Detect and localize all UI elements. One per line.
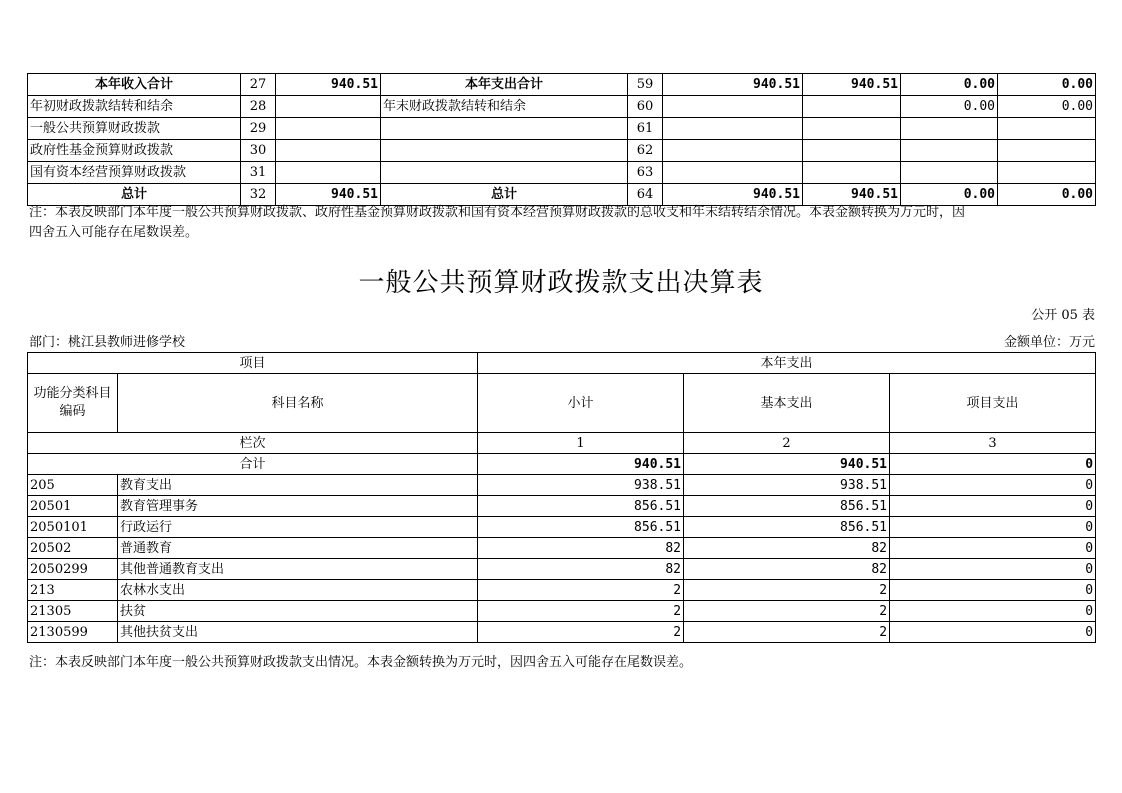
table-row (28, 496, 1096, 517)
fiscal-summary-table (27, 73, 1096, 206)
state-capital-amount: 0.00 (998, 74, 1096, 96)
expense-label (381, 118, 628, 140)
subject-code: 21305 (28, 601, 118, 622)
expense-total (663, 96, 803, 118)
subject-name: 普通教育 (118, 538, 478, 559)
total-row (28, 454, 1096, 475)
expense-line-no: 61 (628, 118, 663, 140)
column-no-3: 3 (890, 433, 1096, 454)
general-budget-amount: 940.51 (803, 74, 901, 96)
header-item: 项目 (28, 353, 478, 374)
expense-total: 940.51 (663, 184, 803, 206)
gov-fund-amount (901, 162, 998, 184)
gov-fund-amount: 0.00 (901, 184, 998, 206)
expenditure-table-body (28, 353, 1096, 643)
income-amount (276, 118, 381, 140)
state-capital-amount (998, 162, 1096, 184)
header-subtotal: 小计 (478, 374, 684, 433)
income-amount (276, 162, 381, 184)
department-label: 部门：桃江县教师进修学校 (29, 335, 186, 350)
income-label: 政府性基金预算财政拨款 (28, 140, 241, 162)
summary-row (28, 140, 1096, 162)
page-title: 一般公共预算财政拨款支出决算表 (358, 268, 764, 298)
subject-name: 扶贫 (118, 601, 478, 622)
expense-label: 本年支出合计 (381, 74, 628, 96)
summary-row (28, 118, 1096, 140)
project-amount: 0 (890, 601, 1096, 622)
project-amount: 0 (890, 517, 1096, 538)
total-label: 合计 (28, 454, 478, 475)
subtotal-amount: 2 (478, 622, 684, 643)
gov-fund-amount: 0.00 (901, 96, 998, 118)
table-row (28, 559, 1096, 580)
general-budget-amount (803, 140, 901, 162)
subject-code: 20501 (28, 496, 118, 517)
expense-total (663, 140, 803, 162)
expense-line-no: 59 (628, 74, 663, 96)
table-row (28, 475, 1096, 496)
income-line-no: 29 (241, 118, 276, 140)
income-label: 年初财政拨款结转和结余 (28, 96, 241, 118)
basic-amount: 856.51 (684, 496, 890, 517)
state-capital-amount (998, 140, 1096, 162)
general-budget-amount (803, 162, 901, 184)
unit-label: 金额单位：万元 (1003, 335, 1095, 350)
expense-label (381, 140, 628, 162)
subject-name: 教育支出 (118, 475, 478, 496)
income-line-no: 27 (241, 74, 276, 96)
project-amount: 0 (890, 580, 1096, 601)
table-row (28, 622, 1096, 643)
subject-name: 教育管理事务 (118, 496, 478, 517)
basic-amount: 938.51 (684, 475, 890, 496)
expense-label (381, 162, 628, 184)
general-budget-amount: 940.51 (803, 184, 901, 206)
income-line-no: 32 (241, 184, 276, 206)
income-label: 总计 (28, 184, 241, 206)
total-basic: 940.51 (684, 454, 890, 475)
table-row (28, 538, 1096, 559)
column-no-label: 栏次 (28, 433, 478, 454)
header-project: 项目支出 (890, 374, 1096, 433)
expense-label: 总计 (381, 184, 628, 206)
subtotal-amount: 82 (478, 538, 684, 559)
header-row-2 (28, 374, 1096, 433)
basic-amount: 2 (684, 601, 890, 622)
gov-fund-amount (901, 140, 998, 162)
total-subtotal: 940.51 (478, 454, 684, 475)
table-row (28, 601, 1096, 622)
expense-line-no: 63 (628, 162, 663, 184)
project-amount: 0 (890, 475, 1096, 496)
project-amount: 0 (890, 559, 1096, 580)
table-row (28, 580, 1096, 601)
income-line-no: 28 (241, 96, 276, 118)
expenditure-table (27, 352, 1096, 643)
subject-code: 2130599 (28, 622, 118, 643)
summary-row (28, 162, 1096, 184)
summary-note-line2: 四舍五入可能存在尾数误差。 (29, 225, 199, 240)
basic-amount: 2 (684, 580, 890, 601)
expense-line-no: 64 (628, 184, 663, 206)
project-amount: 0 (890, 622, 1096, 643)
subtotal-amount: 938.51 (478, 475, 684, 496)
basic-amount: 856.51 (684, 517, 890, 538)
summary-row (28, 74, 1096, 96)
subject-name: 行政运行 (118, 517, 478, 538)
total-project: 0 (890, 454, 1096, 475)
state-capital-amount: 0.00 (998, 184, 1096, 206)
expense-label: 年末财政拨款结转和结余 (381, 96, 628, 118)
expense-total: 940.51 (663, 74, 803, 96)
basic-amount: 2 (684, 622, 890, 643)
header-row-1 (28, 353, 1096, 374)
subtotal-amount: 2 (478, 580, 684, 601)
gov-fund-amount: 0.00 (901, 74, 998, 96)
state-capital-amount (998, 118, 1096, 140)
subject-code: 213 (28, 580, 118, 601)
project-amount: 0 (890, 538, 1096, 559)
expense-line-no: 60 (628, 96, 663, 118)
fiscal-summary-body (28, 74, 1096, 206)
column-number-row (28, 433, 1096, 454)
subject-code: 20502 (28, 538, 118, 559)
general-budget-amount (803, 118, 901, 140)
header-current-year: 本年支出 (478, 353, 1096, 374)
header-name: 科目名称 (118, 374, 478, 433)
column-no-1: 1 (478, 433, 684, 454)
income-label: 本年收入合计 (28, 74, 241, 96)
subject-name: 其他扶贫支出 (118, 622, 478, 643)
table-row (28, 517, 1096, 538)
expense-line-no: 62 (628, 140, 663, 162)
header-code: 功能分类科目编码 (28, 374, 118, 433)
basic-amount: 82 (684, 559, 890, 580)
income-amount: 940.51 (276, 184, 381, 206)
subject-code: 2050101 (28, 517, 118, 538)
income-line-no: 31 (241, 162, 276, 184)
subject-name: 其他普通教育支出 (118, 559, 478, 580)
expenditure-note: 注：本表反映部门本年度一般公共预算财政拨款支出情况。本表金额转换为万元时，因四舍五入可能存在尾数误差。 (29, 655, 693, 670)
subtotal-amount: 82 (478, 559, 684, 580)
summary-row (28, 96, 1096, 118)
header-basic: 基本支出 (684, 374, 890, 433)
income-label: 国有资本经营预算财政拨款 (28, 162, 241, 184)
subtotal-amount: 856.51 (478, 496, 684, 517)
income-amount: 940.51 (276, 74, 381, 96)
subtotal-amount: 856.51 (478, 517, 684, 538)
form-code: 公开 05 表 (1031, 308, 1095, 323)
expense-total (663, 118, 803, 140)
basic-amount: 82 (684, 538, 890, 559)
general-budget-amount (803, 96, 901, 118)
income-amount (276, 96, 381, 118)
income-line-no: 30 (241, 140, 276, 162)
income-label: 一般公共预算财政拨款 (28, 118, 241, 140)
subject-code: 205 (28, 475, 118, 496)
subject-name: 农林水支出 (118, 580, 478, 601)
subtotal-amount: 2 (478, 601, 684, 622)
state-capital-amount: 0.00 (998, 96, 1096, 118)
gov-fund-amount (901, 118, 998, 140)
subject-code: 2050299 (28, 559, 118, 580)
project-amount: 0 (890, 496, 1096, 517)
column-no-2: 2 (684, 433, 890, 454)
summary-note-line1: 注：本表反映部门本年度一般公共预算财政拨款、政府性基金预算财政拨款和国有资本经营预算财政拨款的总收支和年末结转结余情况。本表金额转换为万元时，因 (29, 205, 966, 220)
income-amount (276, 140, 381, 162)
expense-total (663, 162, 803, 184)
